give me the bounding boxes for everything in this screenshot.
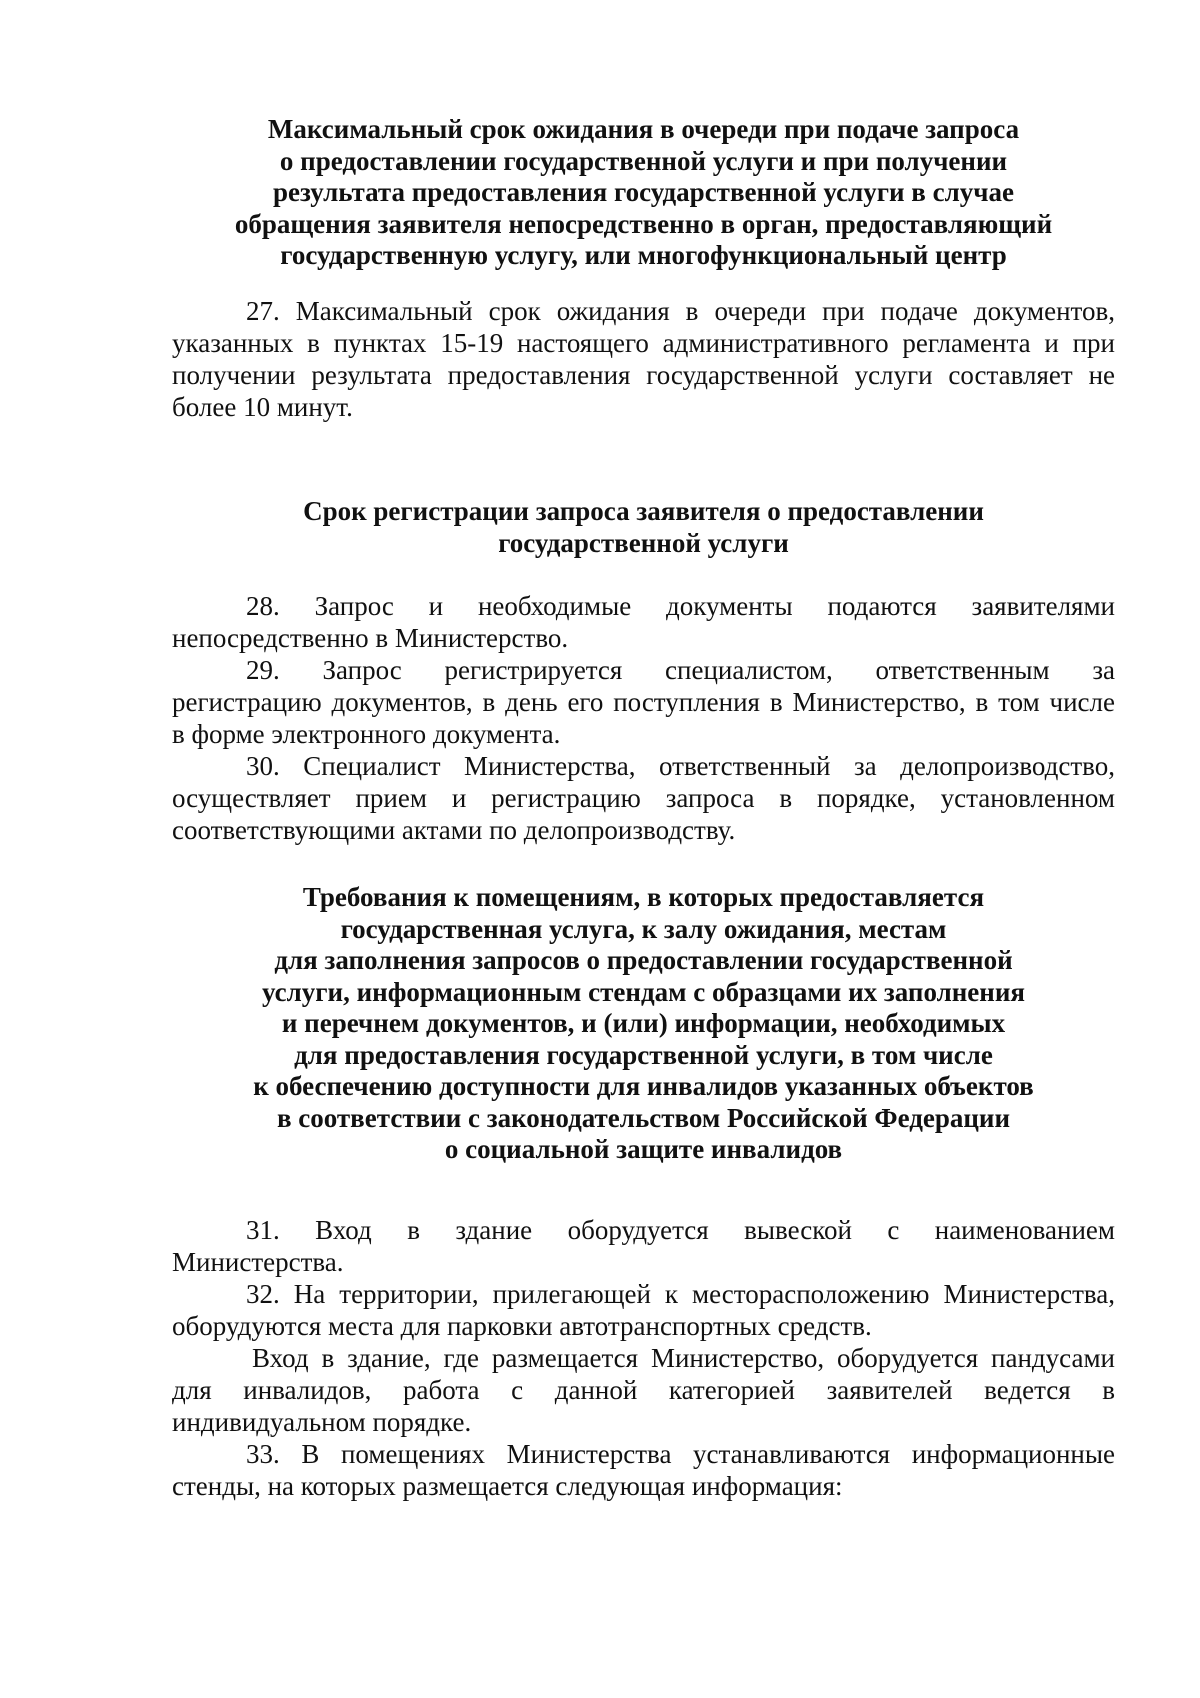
heading-line: государственной услуги (498, 527, 789, 558)
heading-line: и перечнем документов, и (или) информации, необходимых (281, 1008, 1006, 1038)
section-heading-premises-requirements (172, 882, 1115, 1166)
heading-line: обращения заявителя непосредственно в орган, предоставляющий (234, 208, 1053, 239)
text-line: регистрацию документов, в день его поступления в Министерство, в том числе (172, 687, 1115, 717)
text-line: стенды, на которых размещается следующая информация: (172, 1471, 843, 1501)
paragraph-29 (172, 654, 1115, 750)
text-line: 31. Вход в здание оборудуется вывеской с наименованием (246, 1215, 1115, 1245)
section-heading-queue-time (172, 114, 1115, 272)
paragraph-31 (172, 1214, 1115, 1278)
text-line: индивидуальном порядке. (172, 1407, 472, 1437)
heading-line: государственная услуга, к залу ожидания, местам (340, 913, 947, 944)
paragraph-30 (172, 750, 1115, 846)
heading-line: к обеспечению доступности для инвалидов указанных объектов (253, 1071, 1034, 1101)
heading-line: услуги, информационным стендам с образцами их заполнения (261, 976, 1026, 1007)
heading-line: государственную услугу, или многофункциональный центр (280, 240, 1007, 270)
text-line: соответствующими актами по делопроизводству. (172, 815, 736, 845)
paragraph-27 (172, 295, 1115, 423)
text-line: оборудуются места для парковки автотранспортных средств. (172, 1311, 872, 1341)
text-line: для инвалидов, работа с данной категорией заявителей ведется в (172, 1375, 1115, 1405)
text-line: Министерства. (172, 1247, 344, 1277)
text-line: 33. В помещениях Министерства устанавливаются информационные (246, 1439, 1115, 1469)
paragraph-28 (172, 590, 1115, 654)
text-line: 28. Запрос и необходимые документы подаются заявителями (246, 591, 1115, 621)
text-line: осуществляет прием и регистрацию запроса в порядке, установленном (172, 783, 1115, 813)
text-line: в форме электронного документа. (172, 719, 561, 749)
paragraph-32 (172, 1278, 1115, 1342)
heading-line: о социальной защите инвалидов (444, 1134, 843, 1164)
text-line: 30. Специалист Министерства, ответственный за делопроизводство, (246, 751, 1115, 781)
paragraph-32-accessibility (172, 1342, 1115, 1438)
heading-line: для предоставления государственной услуги, в том числе (294, 1039, 993, 1070)
text-line: 29. Запрос регистрируется специалистом, ответственным за (246, 655, 1115, 685)
text-line: получении результата предоставления государственной услуги составляет не (172, 360, 1115, 390)
heading-line: для заполнения запросов о предоставлении государственной (274, 945, 1013, 975)
heading-line: результата предоставления государственной услуги в случае (273, 177, 1014, 207)
heading-line: о предоставлении государственной услуги и при получении (279, 145, 1008, 176)
section-heading-registration-time (172, 496, 1115, 559)
heading-line: Срок регистрации запроса заявителя о предоставлении (303, 496, 984, 526)
heading-line: в соответствии с законодательством Российской Федерации (276, 1102, 1011, 1133)
text-line: 27. Максимальный срок ожидания в очереди при подаче документов, (246, 296, 1115, 326)
paragraph-33 (172, 1438, 1115, 1502)
heading-line: Требования к помещениям, в которых предоставляется (302, 882, 985, 912)
text-line: Вход в здание, где размещается Министерство, оборудуется пандусами (252, 1343, 1115, 1373)
text-line: 32. На территории, прилегающей к месторасположению Министерства, (246, 1279, 1115, 1309)
text-line: непосредственно в Министерство. (172, 623, 569, 653)
text-line: более 10 минут. (172, 392, 353, 422)
text-line: указанных в пунктах 15-19 настоящего административного регламента и при (172, 328, 1115, 358)
heading-line: Максимальный срок ожидания в очереди при подаче запроса (267, 114, 1020, 144)
